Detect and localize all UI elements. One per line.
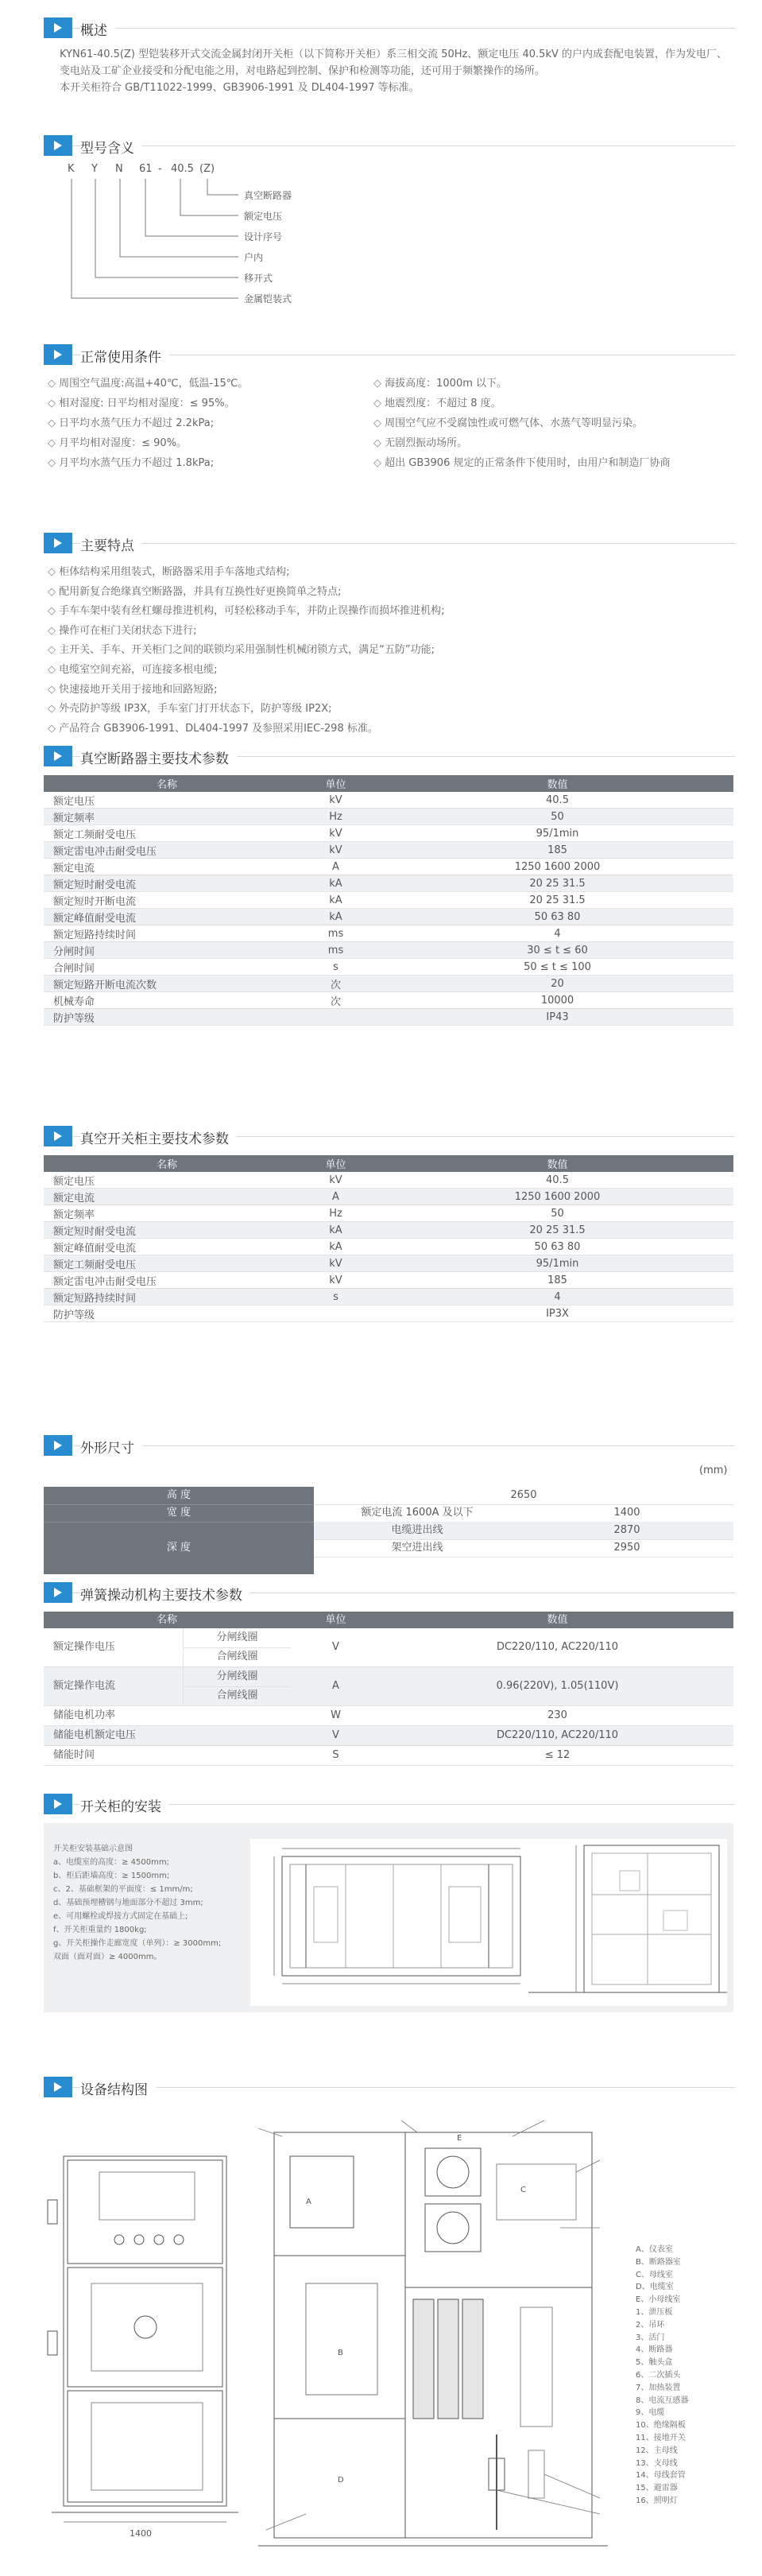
param-unit: kV bbox=[290, 792, 381, 809]
install-note: b、柜后距墙高度：≥ 1500mm; bbox=[53, 1872, 170, 1880]
height-label: 高 度 bbox=[44, 1487, 314, 1505]
param-unit: W bbox=[331, 1709, 341, 1721]
section-header-conditions bbox=[44, 344, 735, 367]
feature-item: ◇ 产品符合 GB3906-1991、DL404-1997 及参照采用IEC-298 标准。 bbox=[48, 720, 731, 739]
param-value: 40.5 bbox=[381, 792, 733, 809]
legend-item: 14、母线套管 bbox=[636, 2471, 686, 2481]
play-icon bbox=[44, 135, 72, 156]
column-header: 名称 bbox=[44, 1155, 290, 1172]
param-unit: kA bbox=[290, 892, 381, 909]
cabinet-spec-table bbox=[44, 1155, 733, 1322]
legend-item: 6、二次插头 bbox=[636, 2370, 681, 2380]
install-note: 双面（面对面）≥ 4000mm。 bbox=[53, 1953, 162, 1961]
depth-label: 深 度 bbox=[166, 1542, 191, 1554]
model-meaning: 户内 bbox=[244, 252, 264, 263]
conditions-left bbox=[48, 374, 373, 473]
param-unit: kA bbox=[290, 1222, 381, 1239]
table-row bbox=[44, 992, 733, 1009]
param-name: 储能电机功率 bbox=[53, 1709, 116, 1721]
legend-item: 3、活门 bbox=[636, 2333, 665, 2342]
param-value: 20 bbox=[381, 976, 733, 992]
section-title: 真空断路器主要技术参数 bbox=[80, 747, 237, 767]
param-unit: kV bbox=[290, 1272, 381, 1289]
table-row bbox=[44, 1726, 733, 1746]
param-name: 合闸时间 bbox=[44, 959, 290, 976]
column-header: 数值 bbox=[381, 1155, 733, 1172]
section-title: 弹簧操动机构主要技术参数 bbox=[80, 1584, 250, 1604]
legend-item: 9、电缆 bbox=[636, 2408, 665, 2418]
section-header-breaker bbox=[44, 746, 735, 768]
play-icon bbox=[44, 1435, 72, 1456]
param-unit: kA bbox=[290, 1239, 381, 1255]
column-header: 单位 bbox=[290, 1155, 381, 1172]
legend-item: 7、加热装置 bbox=[636, 2383, 681, 2392]
param-value: 185 bbox=[381, 1272, 733, 1289]
structure-panel bbox=[44, 2109, 733, 2570]
legend-item: C、母线室 bbox=[636, 2270, 673, 2279]
section-title: 真空开关柜主要技术参数 bbox=[80, 1127, 237, 1147]
legend-item: 4、断路器 bbox=[636, 2345, 673, 2355]
param-value: 40.5 bbox=[381, 1172, 733, 1189]
height-value: 2650 bbox=[314, 1487, 733, 1505]
conditions-right bbox=[373, 374, 739, 473]
param-value: 50 bbox=[381, 809, 733, 825]
section-header-overview bbox=[44, 17, 735, 40]
param-name: 额定短路持续时间 bbox=[44, 925, 290, 942]
param-value: 50 ≤ t ≤ 100 bbox=[381, 959, 733, 976]
model-letter: (Z) bbox=[199, 163, 215, 175]
condition-item: ◇ 海拔高度：1000m 以下。 bbox=[373, 374, 739, 394]
model-meaning: 真空断路器 bbox=[244, 190, 292, 201]
model-letter: N bbox=[115, 163, 123, 175]
front-view-drawing bbox=[44, 2124, 250, 2570]
structure-legend bbox=[636, 2244, 731, 2508]
open-coil-label: 分闸线圈 bbox=[183, 1667, 291, 1687]
section-view-drawing bbox=[258, 2116, 624, 2570]
section-header-dimensions bbox=[44, 1435, 735, 1457]
op-current-unit: A bbox=[332, 1680, 339, 1692]
install-note: a、电缆室的高度：≥ 4500mm; bbox=[53, 1858, 169, 1867]
param-value: 50 63 80 bbox=[381, 1239, 733, 1255]
section-header-structure bbox=[44, 2077, 735, 2099]
param-unit: kV bbox=[290, 1172, 381, 1189]
param-unit: V bbox=[332, 1729, 339, 1741]
table-row bbox=[44, 909, 733, 925]
table-row bbox=[44, 1205, 733, 1222]
width-value: 1400 bbox=[520, 1504, 733, 1523]
model-code-diagram bbox=[60, 163, 298, 314]
feature-item: ◇ 外壳防护等级 IP3X，手车室门打开状态下，防护等级 IP2X; bbox=[48, 700, 731, 720]
install-notes bbox=[53, 1842, 248, 1964]
param-unit: 次 bbox=[290, 992, 381, 1009]
param-value: 1250 1600 2000 bbox=[381, 1189, 733, 1205]
model-letter: - bbox=[158, 163, 162, 175]
condition-item: ◇ 相对湿度: 日平均相对湿度：≤ 95%。 bbox=[48, 394, 373, 413]
section-title: 正常使用条件 bbox=[80, 346, 169, 366]
table-row bbox=[44, 1189, 733, 1205]
width-condition: 额定电流 1600A 及以下 bbox=[314, 1504, 520, 1523]
param-unit: ms bbox=[290, 925, 381, 942]
table-header-row bbox=[44, 775, 733, 792]
condition-item: ◇ 周围空气应不受腐蚀性或可燃气体、水蒸气等明显污染。 bbox=[373, 413, 739, 433]
section-title: 主要特点 bbox=[80, 534, 142, 554]
depth-overhead-label: 架空进出线 bbox=[314, 1539, 520, 1558]
table-header-row bbox=[44, 1155, 733, 1172]
depth-overhead-value: 2950 bbox=[520, 1539, 733, 1558]
column-header: 数值 bbox=[381, 775, 733, 792]
table-row bbox=[44, 875, 733, 892]
width-label: 宽 度 bbox=[44, 1504, 314, 1523]
foundation-drawing bbox=[250, 1839, 727, 2006]
play-icon bbox=[44, 1582, 72, 1603]
condition-item: ◇ 无剧烈振动场所。 bbox=[373, 433, 739, 453]
column-header: 名称 bbox=[44, 775, 290, 792]
close-coil-label: 合闸线圈 bbox=[183, 1686, 291, 1705]
table-row bbox=[44, 1746, 733, 1766]
legend-item: 15、避雷器 bbox=[636, 2484, 678, 2493]
play-icon bbox=[44, 746, 72, 766]
table-row bbox=[44, 892, 733, 909]
param-unit: kV bbox=[290, 825, 381, 842]
param-unit: kV bbox=[290, 1255, 381, 1272]
breaker-spec-table bbox=[44, 775, 733, 1026]
table-row bbox=[44, 1272, 733, 1289]
table-row bbox=[44, 1172, 733, 1189]
param-value: 95/1min bbox=[381, 825, 733, 842]
param-unit: Hz bbox=[290, 809, 381, 825]
param-value: 50 63 80 bbox=[381, 909, 733, 925]
open-coil-label: 分闸线圈 bbox=[183, 1628, 291, 1648]
model-letter: Y bbox=[91, 163, 98, 175]
table-row bbox=[44, 1009, 733, 1026]
param-name: 额定短时耐受电流 bbox=[44, 875, 290, 892]
param-name: 额定短时耐受电流 bbox=[44, 1222, 290, 1239]
play-icon bbox=[44, 533, 72, 553]
param-unit: ms bbox=[290, 942, 381, 959]
condition-item: ◇ 月平均水蒸气压力不超过 1.8kPa; bbox=[48, 453, 373, 473]
param-name: 防护等级 bbox=[44, 1305, 290, 1322]
param-name: 额定电压 bbox=[44, 792, 290, 809]
section-header-install bbox=[44, 1794, 735, 1816]
legend-item: 11、接地开关 bbox=[636, 2433, 686, 2442]
op-current-label: 额定操作电流 bbox=[53, 1680, 116, 1692]
param-name: 额定频率 bbox=[44, 809, 290, 825]
features-list bbox=[48, 563, 731, 739]
param-name: 额定雷电冲击耐受电压 bbox=[44, 1272, 290, 1289]
table-row bbox=[44, 1222, 733, 1239]
condition-item: ◇ 超出 GB3906 规定的正常条件下使用时，由用户和制造厂协商 bbox=[373, 453, 739, 473]
legend-item: D、电缆室 bbox=[636, 2283, 674, 2292]
param-unit: s bbox=[290, 959, 381, 976]
table-row bbox=[44, 1706, 733, 1726]
param-name: 储能电机额定电压 bbox=[53, 1729, 137, 1741]
table-row bbox=[44, 976, 733, 992]
param-value: 1250 1600 2000 bbox=[381, 859, 733, 875]
column-header: 单位 bbox=[290, 775, 381, 792]
param-value: 10000 bbox=[381, 992, 733, 1009]
section-header-model bbox=[44, 135, 735, 157]
op-voltage-label: 额定操作电压 bbox=[53, 1641, 116, 1653]
condition-item: ◇ 地震烈度：不超过 8 度。 bbox=[373, 394, 739, 413]
dimensions-table bbox=[44, 1487, 733, 1574]
param-name: 防护等级 bbox=[44, 1009, 290, 1026]
legend-item: 1、泄压板 bbox=[636, 2307, 673, 2317]
table-row bbox=[44, 1289, 733, 1305]
param-unit bbox=[290, 1305, 381, 1322]
legend-item: A、仪表室 bbox=[636, 2245, 673, 2254]
table-row bbox=[44, 959, 733, 976]
install-note: g、开关柜操作走廊宽度（单列）：≥ 3000mm; bbox=[53, 1939, 222, 1948]
table-row bbox=[44, 1239, 733, 1255]
param-name: 额定短路开断电流次数 bbox=[44, 976, 290, 992]
param-value: 230 bbox=[547, 1709, 567, 1721]
section-title: 外形尺寸 bbox=[80, 1437, 142, 1457]
play-icon bbox=[44, 1794, 72, 1814]
op-voltage-unit: V bbox=[332, 1641, 339, 1653]
param-value: 20 25 31.5 bbox=[381, 875, 733, 892]
param-value: DC220/110, AC220/110 bbox=[496, 1729, 619, 1741]
param-name: 额定短路持续时间 bbox=[44, 1289, 290, 1305]
legend-item: B、断路器室 bbox=[636, 2257, 681, 2267]
param-value: IP3X bbox=[381, 1305, 733, 1322]
legend-item: 2、吊环 bbox=[636, 2320, 665, 2330]
param-name: 额定雷电冲击耐受电压 bbox=[44, 842, 290, 859]
play-icon bbox=[44, 17, 72, 38]
param-value: 4 bbox=[381, 1289, 733, 1305]
svg-text:B: B bbox=[338, 2349, 343, 2357]
play-icon bbox=[44, 1126, 72, 1146]
section-header-features bbox=[44, 533, 735, 555]
param-value: ≤ 12 bbox=[544, 1749, 571, 1761]
param-name: 额定短时开断电流 bbox=[44, 892, 290, 909]
feature-item: ◇ 电缆室空间充裕，可连接多根电缆; bbox=[48, 661, 731, 681]
model-meaning: 移开式 bbox=[244, 273, 273, 284]
param-name: 额定电压 bbox=[44, 1172, 290, 1189]
param-unit bbox=[290, 1009, 381, 1026]
legend-item: 8、电流互感器 bbox=[636, 2396, 689, 2405]
condition-item: ◇ 月平均相对湿度：≤ 90%。 bbox=[48, 433, 373, 453]
param-name: 额定工频耐受电压 bbox=[44, 825, 290, 842]
op-voltage-value: DC220/110, AC220/110 bbox=[496, 1641, 619, 1653]
feature-item: ◇ 手车车架中装有丝杠螺母推进机构，可轻松移动手车，并防止误操作而损坏推进机构; bbox=[48, 602, 731, 622]
param-unit: S bbox=[332, 1749, 339, 1761]
spring-spec-table bbox=[44, 1612, 733, 1802]
overview-paragraph: KYN61-40.5(Z) 型铠装移开式交流金属封闭开关柜（以下简称开关柜）系三相交流 50Hz、额定电压 40.5kV 的户内成套配电装置，作为发电厂、变电站及工矿企业接受和分配电能之用，对电路起到控制、保护和检测等功能，还可用于频繁操作的场所。 bbox=[60, 48, 727, 77]
param-unit: Hz bbox=[290, 1205, 381, 1222]
feature-item: ◇ 配用新复合绝缘真空断路器，并具有互换性好更换简单之特点; bbox=[48, 583, 731, 603]
section-title: 开关柜的安装 bbox=[80, 1795, 169, 1815]
condition-item: ◇ 周围空气温度:高温+40℃，低温-15℃。 bbox=[48, 374, 373, 394]
legend-item: E、小母线室 bbox=[636, 2295, 681, 2305]
model-letter: 40.5 bbox=[171, 163, 194, 175]
depth-cable-label: 电缆进出线 bbox=[314, 1522, 520, 1540]
svg-text:E: E bbox=[457, 2134, 462, 2143]
section-title: 型号含义 bbox=[80, 137, 142, 157]
table-row bbox=[44, 859, 733, 875]
close-coil-label: 合闸线圈 bbox=[183, 1647, 291, 1666]
model-meaning: 额定电压 bbox=[244, 211, 283, 222]
install-note: f、开关柜重量约 1800kg; bbox=[53, 1926, 147, 1934]
param-value: 20 25 31.5 bbox=[381, 1222, 733, 1239]
param-name: 额定工频耐受电压 bbox=[44, 1255, 290, 1272]
section-header-cabinet bbox=[44, 1126, 735, 1148]
install-note: 开关柜安装基础示意图 bbox=[53, 1845, 133, 1853]
legend-item: 5、触头盒 bbox=[636, 2358, 673, 2368]
front-width-label: 1400 bbox=[130, 2528, 152, 2539]
svg-text:A: A bbox=[306, 2198, 311, 2206]
table-row bbox=[44, 1305, 733, 1322]
param-value: 95/1min bbox=[381, 1255, 733, 1272]
feature-item: ◇ 快速接地开关用于接地和回路短路; bbox=[48, 681, 731, 700]
legend-item: 13、支母线 bbox=[636, 2458, 678, 2468]
section-title: 概述 bbox=[80, 19, 115, 39]
install-note: c、2、基础框架的平面度：≤ 1mm/m; bbox=[53, 1885, 193, 1894]
model-letter: K bbox=[68, 163, 75, 175]
feature-item: ◇ 操作可在柜门关闭状态下进行; bbox=[48, 622, 731, 642]
param-name: 储能时间 bbox=[53, 1749, 95, 1761]
condition-item: ◇ 日平均水蒸气压力不超过 2.2kPa; bbox=[48, 413, 373, 433]
install-panel bbox=[44, 1823, 733, 2012]
legend-item: 10、绝缘隔板 bbox=[636, 2421, 686, 2431]
svg-text:D: D bbox=[338, 2476, 344, 2485]
param-name: 额定频率 bbox=[44, 1205, 290, 1222]
param-value: 20 25 31.5 bbox=[381, 892, 733, 909]
table-row bbox=[44, 842, 733, 859]
param-name: 分闸时间 bbox=[44, 942, 290, 959]
param-unit: A bbox=[290, 1189, 381, 1205]
play-icon bbox=[44, 344, 72, 365]
param-unit: s bbox=[290, 1289, 381, 1305]
param-name: 机械寿命 bbox=[44, 992, 290, 1009]
model-meaning: 金属铠装式 bbox=[244, 293, 292, 305]
op-current-value: 0.96(220V), 1.05(110V) bbox=[496, 1680, 619, 1692]
legend-item: 16、照明灯 bbox=[636, 2496, 678, 2505]
table-row bbox=[44, 925, 733, 942]
param-unit: kV bbox=[290, 842, 381, 859]
depth-cable-value: 2870 bbox=[520, 1522, 733, 1540]
legend-item: 12、主母线 bbox=[636, 2446, 678, 2455]
table-row bbox=[44, 942, 733, 959]
install-note: e、可用螺栓或焊接方式固定在基础上; bbox=[53, 1912, 188, 1921]
table-row bbox=[44, 809, 733, 825]
param-value: 185 bbox=[381, 842, 733, 859]
param-value: 30 ≤ t ≤ 60 bbox=[381, 942, 733, 959]
install-note: d、基础预埋槽钢与地面部分不超过 3mm; bbox=[53, 1899, 203, 1907]
column-header: 单位 bbox=[325, 1614, 346, 1626]
section-header-spring bbox=[44, 1582, 735, 1604]
param-unit: A bbox=[290, 859, 381, 875]
param-value: IP43 bbox=[381, 1009, 733, 1026]
param-name: 额定峰值耐受电流 bbox=[44, 909, 290, 925]
overview-standards: 本开关柜符合 GB/T11022-1999、GB3906-1991 及 DL404-1997 等标准。 bbox=[60, 82, 420, 94]
table-row bbox=[44, 1255, 733, 1272]
param-unit: kA bbox=[290, 875, 381, 892]
table-row bbox=[44, 825, 733, 842]
feature-item: ◇ 柜体结构采用组装式，断路器采用手车落地式结构; bbox=[48, 563, 731, 583]
play-icon bbox=[44, 2077, 72, 2097]
unit-label: (mm) bbox=[699, 1465, 728, 1476]
param-unit: kA bbox=[290, 909, 381, 925]
table-row bbox=[44, 792, 733, 809]
column-header: 名称 bbox=[156, 1614, 177, 1626]
param-name: 额定电流 bbox=[44, 1189, 290, 1205]
model-letter: 61 bbox=[139, 163, 153, 175]
param-name: 额定峰值耐受电流 bbox=[44, 1239, 290, 1255]
feature-item: ◇ 主开关、手车、开关柜门之间的联锁均采用强制性机械闭锁方式，满足“五防”功能; bbox=[48, 641, 731, 661]
param-unit: 次 bbox=[290, 976, 381, 992]
param-name: 额定电流 bbox=[44, 859, 290, 875]
param-value: 4 bbox=[381, 925, 733, 942]
column-header: 数值 bbox=[547, 1614, 568, 1626]
svg-text:C: C bbox=[520, 2186, 526, 2194]
section-title: 设备结构图 bbox=[80, 2078, 156, 2098]
param-value: 50 bbox=[381, 1205, 733, 1222]
model-meaning: 设计序号 bbox=[244, 231, 283, 242]
